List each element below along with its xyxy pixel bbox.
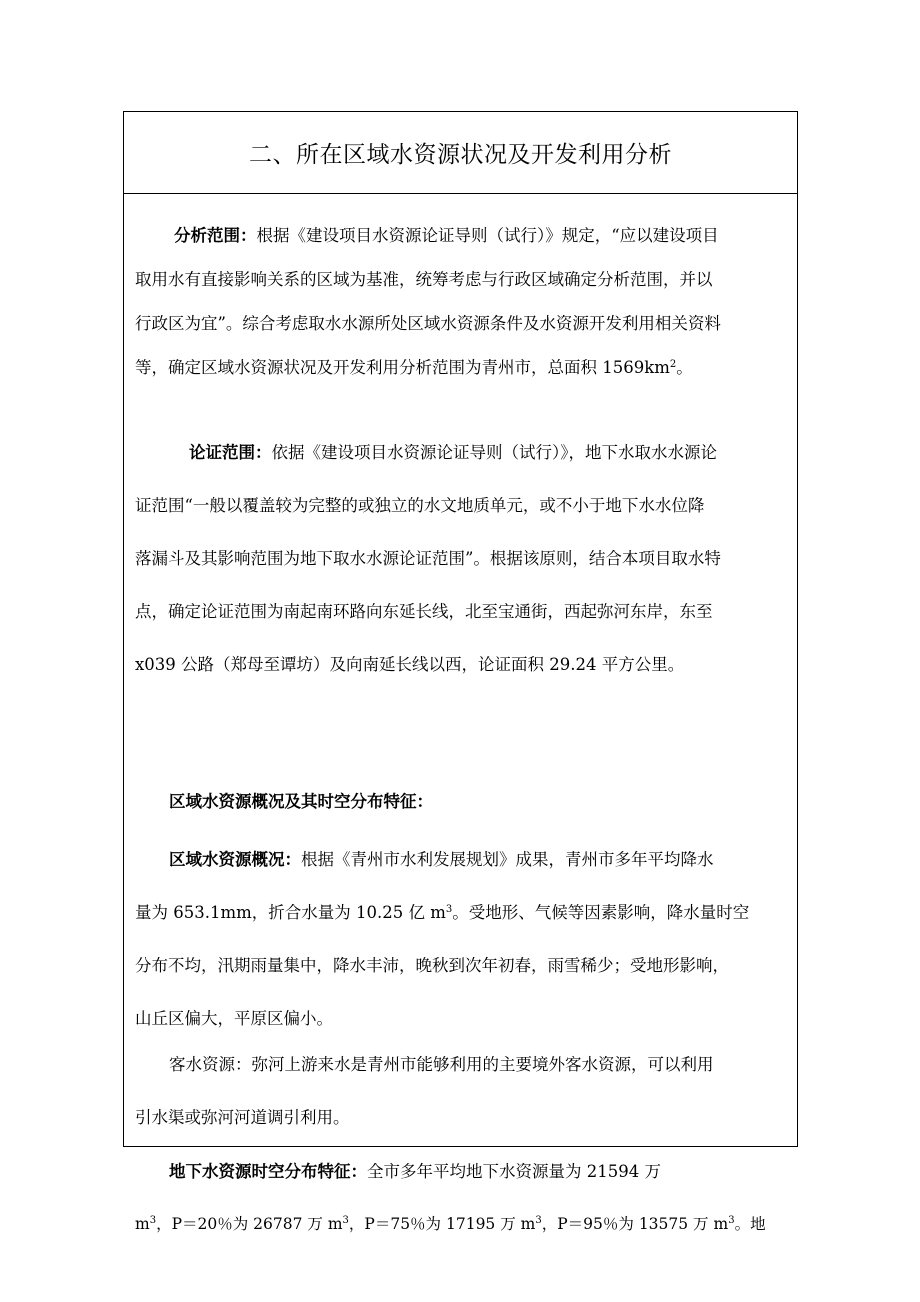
analysis-scope-heading: 分析范围： bbox=[174, 226, 257, 245]
analysis-line-4: 等，确定区域水资源状况及开发利用分析范围为青州市，总面积 $1569km^2$。 bbox=[135, 358, 693, 377]
demonstration-line-2: 证范围“一般以覆盖较为完整的或独立的水文地质单元，或不小于地下水水位降 bbox=[135, 496, 705, 515]
groundwater-paragraph bbox=[135, 1157, 788, 1239]
analysis-line-2: 取用水有直接影响关系的区域为基准，统筹考虑与行政区域确定分析范围，并以 bbox=[135, 270, 713, 289]
regional-overview-heading: 区域水资源概况： bbox=[169, 850, 301, 869]
analysis-line-1: 分析范围：根据《建设项目水资源论证导则（试行）》规定，“应以建设项目 bbox=[174, 226, 719, 245]
regional-overview-paragraph bbox=[135, 845, 788, 1033]
document-table bbox=[123, 111, 798, 1233]
demonstration-scope-paragraph bbox=[135, 438, 788, 679]
demonstration-line-1: 论证范围：依据《建设项目水资源论证导则（试行）》，地下水取水水源论 bbox=[189, 443, 717, 462]
demonstration-line-5: x039 公路（郑母至谭坊）及向南延长线以西，论证面积 29.24 平方公里。 bbox=[135, 655, 685, 674]
analysis-scope-paragraph bbox=[135, 221, 788, 382]
groundwater-heading: 地下水资源时空分布特征： bbox=[169, 1162, 367, 1181]
guest-water-paragraph bbox=[135, 1050, 788, 1132]
section-title: 二、所在区域水资源状况及开发利用分析 bbox=[124, 112, 797, 194]
regional-section-heading: 区域水资源概况及其时空分布特征： bbox=[169, 792, 433, 811]
analysis-line-3: 行政区为宜”。综合考虑取水水源所处区域水资源条件及水资源开发利用相关资料 bbox=[135, 314, 721, 333]
demonstration-line-3: 落漏斗及其影响范围为地下取水水源论证范围”。根据该原则，结合本项目取水特 bbox=[135, 549, 721, 568]
overview-line-1: 区域水资源概况：根据《青州市水利发展规划》成果，青州市多年平均降水 bbox=[169, 850, 714, 869]
demonstration-scope-heading: 论证范围： bbox=[189, 443, 272, 462]
groundwater-line-1: 地下水资源时空分布特征：全市多年平均地下水资源量为 21594 万 bbox=[169, 1162, 661, 1181]
groundwater-line-2: $m^3$，P＝20％为 26787 万 $m^3$，P＝75％为 17195 万 $m^3$，P＝95％为 13575 万 $m^3$。地 bbox=[135, 1215, 766, 1233]
demonstration-line-4: 点，确定论证范围为南起南环路向东延长线，北至宝通街，西起弥河东岸，东至 bbox=[135, 602, 713, 621]
guest-water-line-1: 客水资源：弥河上游来水是青州市能够利用的主要境外客水资源，可以利用 bbox=[169, 1055, 714, 1074]
overview-line-4: 山丘区偏大，平原区偏小。 bbox=[135, 1009, 333, 1028]
guest-water-line-2: 引水渠或弥河河道调引利用。 bbox=[135, 1108, 350, 1127]
overview-line-3: 分布不均，汛期雨量集中，降水丰沛，晚秋到次年初春，雨雪稀少；受地形影响， bbox=[135, 956, 729, 975]
overview-line-2: 量为 653.1mm，折合水量为 10.25 亿 $m^3$。受地形、气候等因素影响，降水量时空 bbox=[135, 903, 750, 922]
